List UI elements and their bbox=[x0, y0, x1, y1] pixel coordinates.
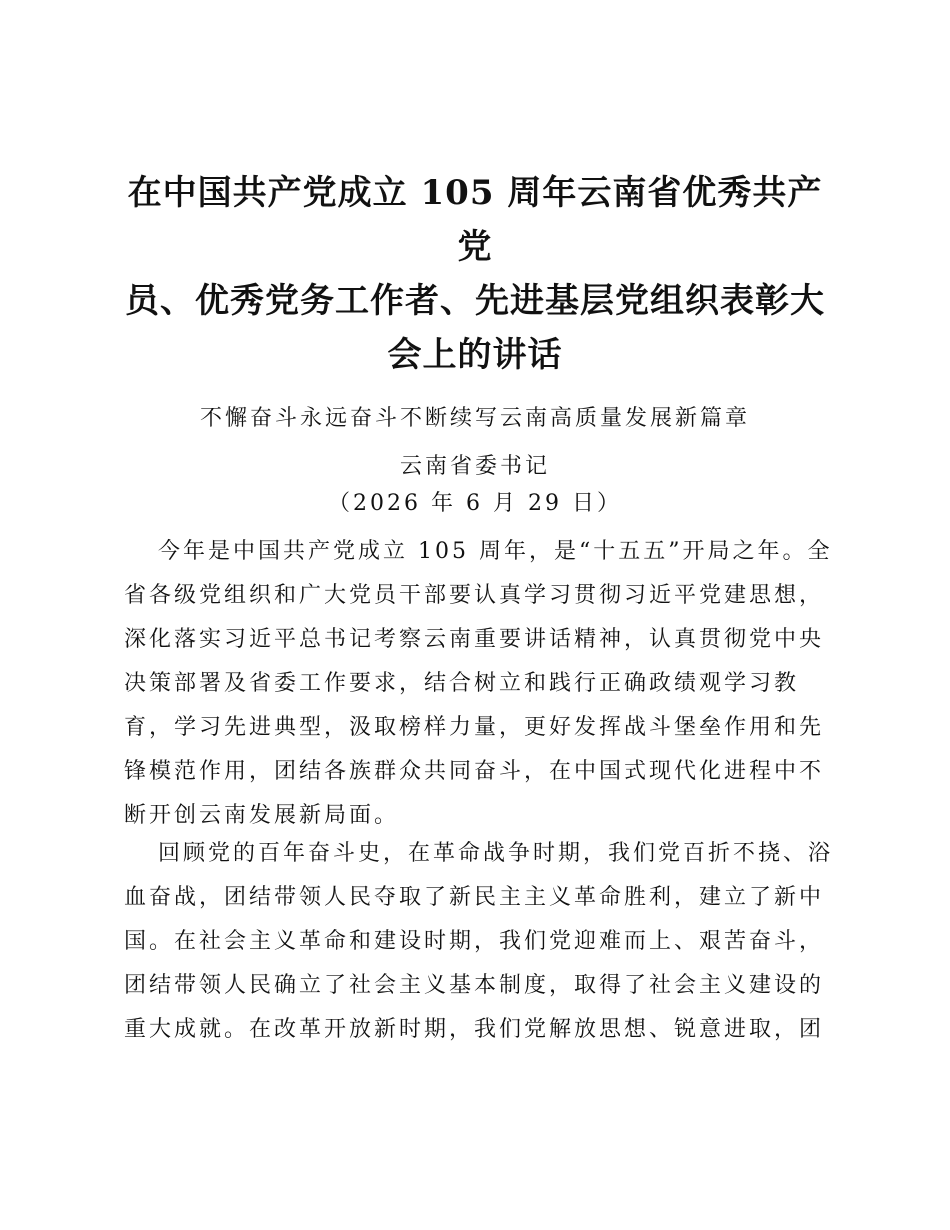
body-paragraph bbox=[124, 530, 833, 838]
paragraph-line: 省各级党组织和广大党员干部要认真学习贯彻习近平党建思想， bbox=[124, 583, 825, 608]
document-title bbox=[120, 166, 830, 382]
body-paragraph bbox=[124, 832, 834, 1052]
paragraph-line: 断开创云南发展新局面。 bbox=[124, 803, 400, 828]
paragraph-line: 血奋战，团结带领人民夺取了新民主主义革命胜利，建立了新中 bbox=[124, 885, 825, 910]
speaker-title: 云南省委书记 bbox=[399, 454, 550, 479]
paragraph-line: 团结带领人民确立了社会主义基本制度，取得了社会主义建设的 bbox=[124, 973, 825, 998]
paragraph-line: 国。在社会主义革命和建设时期，我们党迎难而上、艰苦奋斗， bbox=[124, 929, 825, 954]
title-line: 会上的讲话 bbox=[387, 335, 563, 375]
speech-subtitle: 不懈奋斗永远奋斗不断续写云南高质量发展新篇章 bbox=[199, 406, 750, 431]
paragraph-line: 今年是中国共产党成立 105 周年，是“十五五”开局之年。全 bbox=[158, 539, 833, 564]
paragraph-line: 育，学习先进典型，汲取榜样力量，更好发挥战斗堡垒作用和先 bbox=[124, 715, 825, 740]
paragraph-line: 锋模范作用，团结各族群众共同奋斗，在中国式现代化进程中不 bbox=[124, 759, 825, 784]
title-line: 员、优秀党务工作者、先进基层党组织表彰大 bbox=[125, 281, 825, 321]
paragraph-line: 回顾党的百年奋斗史，在革命战争时期，我们党百折不挠、浴 bbox=[158, 841, 834, 866]
paragraph-line: 深化落实习近平总书记考察云南重要讲话精神，认真贯彻党中央 bbox=[124, 627, 825, 652]
paragraph-line: 决策部署及省委工作要求，结合树立和践行正确政绩观学习教 bbox=[124, 671, 800, 696]
paragraph-line: 重大成就。在改革开放新时期，我们党解放思想、锐意进取，团 bbox=[124, 1017, 825, 1042]
speech-date: （2026 年 6 月 29 日） bbox=[328, 491, 622, 516]
title-line: 在中国共产党成立 105 周年云南省优秀共产党 bbox=[127, 173, 823, 267]
